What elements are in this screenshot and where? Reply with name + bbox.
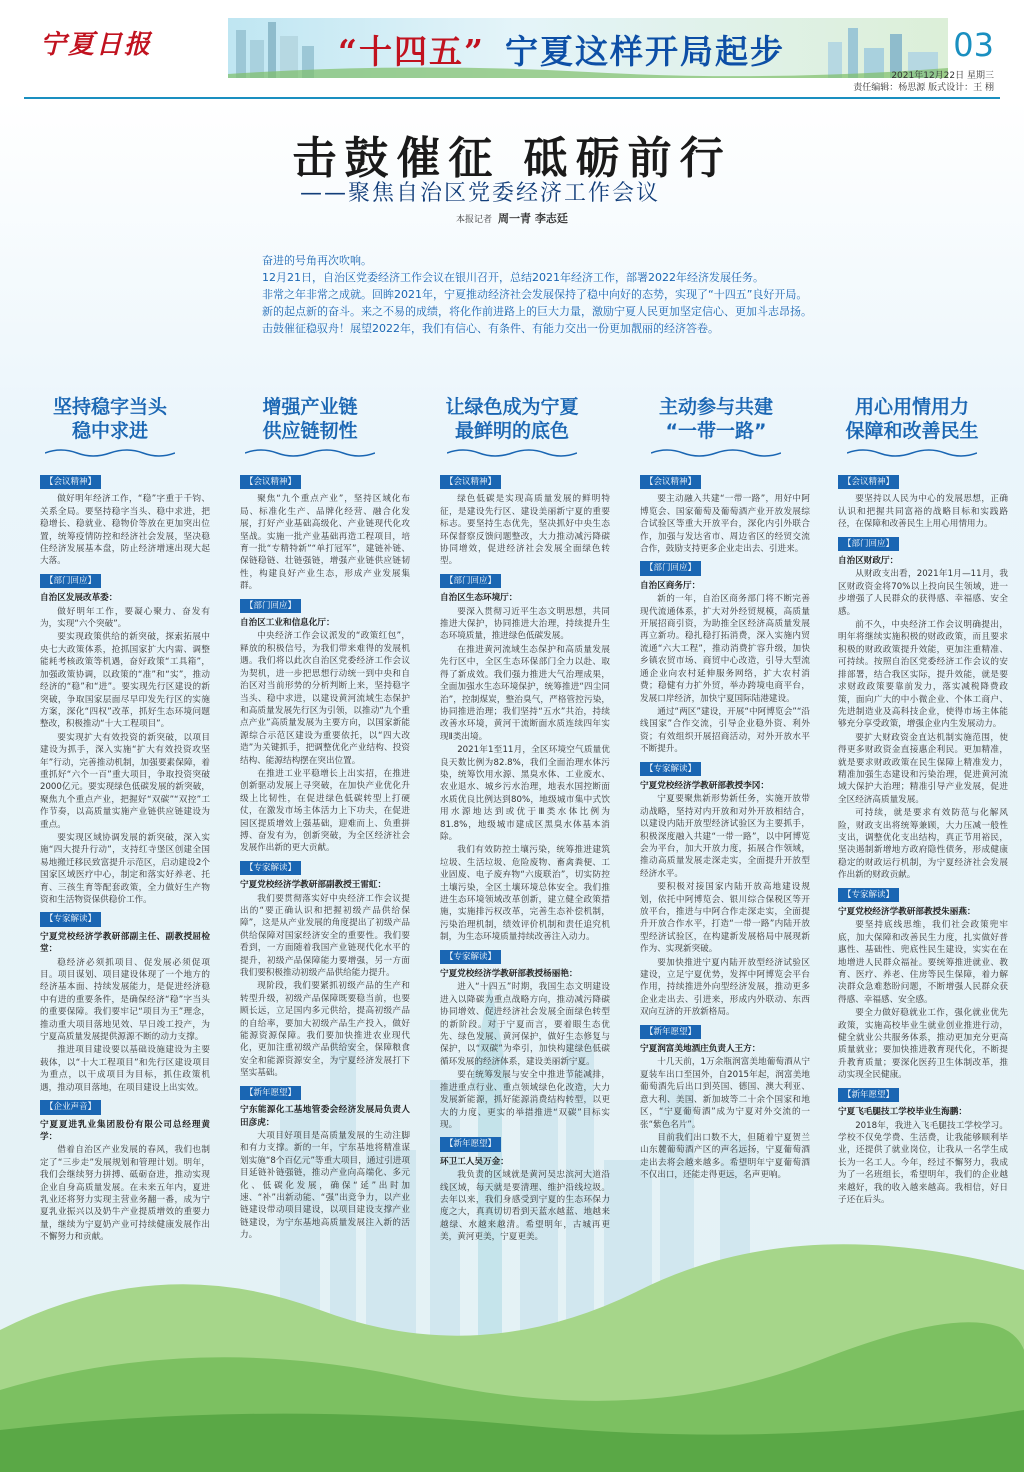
- column-heading-livelihood: [822, 395, 1002, 459]
- intro-box: [250, 248, 814, 341]
- wave-divider-icon: [651, 447, 781, 459]
- body-paragraph: 要主动融入共建“一带一路”，用好中阿博览会、国家葡萄及葡萄酒产业开放发展综合试验区等重大开放平台，深化内引外联合作，加强与发达省市、周边省区的经贸交流合作，鼓励支持更多企业走出去、引进来。: [640, 494, 810, 555]
- body-paragraph: 要全力做好稳就业工作，强化就业优先政策，实施高校毕业生就业创业推进行动，健全就业公共服务体系，推动更加充分更高质量就业；要加快推进教育现代化，不断提升教育质量；要深化医药卫生体制改革，推动实现全民健康。: [838, 1008, 1008, 1081]
- section-tag: 【专家解读】: [240, 861, 301, 875]
- body-paragraph: 从财政支出看，2021年1月—11月，我区财政资金将70%以上投向民生领域，进一步增强了人民群众的获得感、幸福感、安全感。: [838, 569, 1008, 617]
- section-tag: 【部门回应】: [838, 537, 899, 551]
- section-tag: 【专家解读】: [838, 888, 899, 902]
- date-line: 2021年12月22日 星期三: [891, 71, 994, 81]
- wave-divider-icon: [447, 447, 577, 459]
- section-tag: 【专家解读】: [440, 950, 501, 964]
- body-paragraph: 要实现政策供给的新突破，探索拓展中央七大政策体系，抢抓国家扩大内需、调整能耗考核政策等机遇，奋好政策“工具箱”，加强政策协调，以政策的“准”和“实”，推动经济的“稳”和“进”。要实现先行区建设的新突破，争取国家层面尽早印发先行区的实施方案，深化“四权”改革，抓好生态环境问题整改，积极推动“十大工程项目”。: [40, 632, 210, 730]
- heading-line: 保障和改善民生: [845, 420, 979, 442]
- issue-date: [853, 70, 994, 94]
- page-number: 03: [953, 26, 994, 64]
- section-tag: 【会议精神】: [440, 475, 501, 489]
- speaker-name: 宁夏党校经济学教研部副教授王雷虹：: [240, 880, 387, 891]
- heading-line: 用心用情用力: [854, 396, 969, 418]
- banner-headline-part-a: “十四五”: [338, 32, 485, 71]
- body-paragraph: 进入“十四五”时期，我国生态文明建设进入以降碳为重点战略方向，推动减污降碳协同增效、促进经济社会发展全面绿色转型的新阶段。对于宁夏而言，要着眼生态优先、绿色发展、黄河保护，做好生态修复与保护，以“双碳”为牵引，加快构建绿色低碳循环发展的经济体系，建设美丽新宁夏。: [440, 982, 610, 1067]
- body-paragraph: 通过“两区”建设，开展“中阿博览会”“沿线国家”合作交流，引导企业稳外资、利外资；有效组织开展招商活动，对外开放水平不断提升。: [640, 706, 810, 755]
- body-paragraph: 2018年，我进入飞毛腿技工学校学习。学校不仅免学费、生活费，让我能够顺利毕业，还提供了就业岗位，让我从一名学生成长为一名工人。今年，经过不懈努力，我成为了一名班组长，希望明年，我们的企业越来越好，我的收入越来越高。我相信，好日子还在后头。: [838, 1120, 1008, 1205]
- section-tag: 【部门回应】: [440, 574, 501, 588]
- speaker-name: 自治区生态环境厅：: [440, 593, 518, 604]
- speaker-name: 自治区财政厅：: [838, 556, 899, 567]
- body-paragraph: 在推进黄河流域生态保护和高质量发展先行区中，全区生态环保部门全力以赴、取得了新成效。我们强力推进大气治理成果，全面加强水生态环境保护，统筹推进“四尘同治”，控制煤炭，整治臭气，严格管控污染，协同推进治理；我们坚持“五水”共治，持续改善水环境，黄河干流断面水质连续四年实现Ⅱ类出境。: [440, 644, 610, 742]
- speaker-name: 宁夏党校经济学教研部副主任、副教授屈检堂：: [40, 931, 210, 955]
- body-paragraph: 要深入贯彻习近平生态文明思想，共同推进大保护，协同推进大治理，持续提升生态环境质量，推进绿色低碳发展。: [440, 606, 610, 642]
- article-subtitle: ——聚焦自治区党委经济工作会议: [300, 181, 661, 206]
- masthead-rule: [24, 97, 1000, 99]
- body-paragraph: 可持续，就是要求有效防范与化解风险，财政支出将统筹兼顾，大力压减一般性支出，调整优化支出结构，真正节用裕民，坚决遏制新增地方政府隐性债务，形成健康稳定的财政运行机制，为宁夏经济社会发展作出新的财政贡献。: [838, 808, 1008, 881]
- body-paragraph: 聚焦“九个重点产业”，坚持区域化布局、标准化生产、品牌化经营、融合化发展，打好产业基础高级化、产业链现代化攻坚战。实施一批产业基础再造工程项目，培育一批“专精特新”“单打冠军”，建链补链、保链稳链、壮链强链，增强产业链供应链韧性，构建良好产业生态，形成产业发展集群。: [240, 494, 410, 592]
- body-paragraph: 前不久，中央经济工作会议明确提出，明年将继续实施积极的财政政策，而且要求积极的财政政策提升效能，更加注重精准、可持续。按照自治区党委经济工作会议的安排部署，结合我区实际，提升效能，就是要求财政政策要靠前发力，落实减税降费政策，面向广大的中小微企业、个体工商户、先进制造业及高科技企业，使得市场主体能够充分享受政策，增强企业内生发展动力。: [838, 620, 1008, 730]
- section-tag: 【企业声音】: [40, 1100, 101, 1114]
- section-tag: 【新年愿望】: [640, 1025, 701, 1039]
- heading-line: “一带一路”: [665, 420, 767, 442]
- body-paragraph: 要积极对接国家内陆开放高地建设规划，依托中阿博览会、银川综合保税区等开放平台，推进与中阿合作走深走实，全面提升开放合作水平，打造“一带一路”内陆开放型经济试验区，在构建新发展格局中展现新作为、实现新突破。: [640, 882, 810, 955]
- intro-paragraph: 非常之年非常之成就。回眸2021年，宁夏推动经济社会发展保持了稳中向好的态势，实现了“十四五”良好开局。: [262, 288, 808, 301]
- column-body: [40, 470, 210, 1245]
- section-tag: 【会议精神】: [240, 475, 301, 489]
- intro-paragraph: 12月21日，自治区党委经济工作会议在银川召开，总结2021年经济工作，部署2022年经济发展任务。: [262, 271, 764, 284]
- byline-label: 本报记者: [456, 215, 493, 225]
- wave-divider-icon: [847, 447, 977, 459]
- speaker-name: 宁夏飞毛腿技工学校毕业生海鹏：: [838, 1107, 967, 1118]
- body-paragraph: 目前我们出口数不大，但随着宁夏贺兰山东麓葡萄酒产区的声名远扬，宁夏葡萄酒走出去将会越来越多。希望明年宁夏葡萄酒不仅出口，还能走得更远，名声更响。: [640, 1132, 810, 1181]
- masthead: [0, 0, 1024, 100]
- speaker-name: 宁东能源化工基地管委会经济发展局负责人田彦虎：: [240, 1105, 410, 1128]
- body-paragraph: 中央经济工作会议派发的“政策红包”，释放的积极信号，为我们带来难得的发展机遇。我们将以此次自治区党委经济工作会议为契机，进一步把思想行动统一到中央和自治区对当前形势的分析判断上来，坚持稳字当头、稳中求进，以建设黄河流域生态保护和高质量发展先行区为引领，以推动“九个重点产业”高质量发展为主要方向，以国家新能源综合示范区建设为重要依托，以“四大改造”为关键抓手，把调整优化产业结构、投资结构、能源结构摆在突出位置。: [240, 631, 410, 766]
- body-paragraph: 大项目好项目是高质量发展的生动注脚和有力支撑。新的一年，宁东基地将精准谋划实施“8个百亿元”等重大项目，通过引进项目延链补链强链，推动产业向高端化、多元化、低碳化发展，确保“延”出时加速、“补”出新动能、“强”出竞争力，以产业链建设带动项目建设，以项目建设支撑产业链建设，为宁东基地高质量发展注入新的活力。: [240, 1130, 410, 1241]
- section-tag: 【新年愿望】: [440, 1137, 501, 1151]
- column-heading-belt-road: [626, 395, 806, 459]
- body-paragraph: 新的一年，自治区商务部门将不断完善现代流通体系，扩大对外经贸规模，高质量开展招商引资，为助推全区经济高质量发展再立新功。稳扎稳打拓消费，深入实施内贸流通“六大工程”，推动消费扩容升级，加快乡镇农贸市场、商贸中心改造，引导大型流通企业向农村延伸服务网络，扩大农村消费；稳健有力扩外贸，举办跨境电商平台，发展口岸经济，加快宁夏国际陆港建设。: [640, 594, 810, 704]
- body-paragraph: 宁夏要聚焦新形势新任务，实施开放带动战略，坚持对内开放和对外开放相结合，以建设内陆开放型经济试验区为主要抓手，积极深度融入共建“一带一路”，以中阿博览会为平台，加大开放力度，拓展合作领域，推动高质量发展走深走实，全面提升开放型经济水平。: [640, 794, 810, 879]
- section-tag: 【专家解读】: [40, 912, 101, 926]
- speaker-name: 自治区工业和信息化厅：: [240, 618, 335, 629]
- body-paragraph: 我负责的区域就是黄河吴忠滨河大道沿线区域，每天就是要清理、维护沿线垃圾。去年以来，我们身感受到宁夏的生态环保力度之大，真真切切看到天蓝水越蓝、地越来越绿、水越来越清。希望明年，古城再更美，黄河更美，宁夏更美。: [440, 1170, 610, 1243]
- heading-line: 让绿色成为宁夏: [445, 396, 579, 418]
- heading-line: 主动参与共建: [658, 396, 773, 418]
- body-paragraph: 借着自治区产业发展的春风，我们也制定了“三步走”发展规划和管理计划。明年，我们会继续努力拼搏、砥砺奋进，推动实现企业自身高质量发展。在未来五年内，夏进乳业还将努力实现主营业务翻一番，成为宁夏乳业振兴以及奶牛产业提质增效的重要力量，继续为宁夏奶产业可持续健康发展作出不懈努力和贡献。: [40, 1145, 210, 1243]
- article-title: 击鼓催征 砥砺前行: [292, 133, 732, 184]
- section-tag: 【会议精神】: [640, 475, 701, 489]
- column-heading-industry-chain: [220, 395, 400, 459]
- banner-headline: [338, 26, 785, 73]
- body-paragraph: 绿色低碳是实现高质量发展的鲜明特征，是建设先行区、建设美丽新宁夏的重要标志。要坚持生态优先，坚决抓好中央生态环保督察反馈问题整改，大力推动减污降碳协同增效，促进经济社会发展全面绿色转型。: [440, 494, 610, 567]
- body-paragraph: 做好明年工作，要凝心聚力、奋发有为，实现“六个突破”。: [40, 606, 210, 630]
- intro-paragraph: 新的起点新的奋斗。来之不易的成绩，将化作前进路上的巨大力量，激励宁夏人民更加坚定信心、更加斗志昂扬。: [262, 305, 812, 318]
- speaker-name: 宁夏党校经济学教研部教授李冈：: [640, 780, 769, 791]
- column-heading-stability: [20, 395, 200, 459]
- body-paragraph: 我们有效防控土壤污染，统筹推进建筑垃圾、生活垃圾、危险废物、畜禽粪便、工业固废、电子废弃物“六废联治”，切实防控土壤污染，全区土壤环境总体安全。我们推进生态环境领域改革创新，建立健全政策措施，实施排污权改革，完善生态补偿机制，污染治理机制，绩效评价机制和责任追究机制，为生态环境质量持续改善注入动力。: [440, 845, 610, 943]
- section-tag: 【新年愿望】: [838, 1088, 899, 1102]
- wave-divider-icon: [245, 447, 375, 459]
- intro-paragraph: 奋进的号角再次吹响。: [262, 254, 372, 267]
- speaker-name: 宁夏润富美地酒庄负责人王方：: [640, 1044, 761, 1055]
- section-tag: 【专家解读】: [640, 762, 701, 776]
- newspaper-logo: 宁夏日报: [40, 30, 153, 60]
- speaker-name: 宁夏党校经济学教研部教授杨丽艳：: [440, 969, 578, 980]
- byline-names: 周一青 李志廷: [498, 212, 568, 225]
- body-paragraph: 做好明年经济工作，“稳”字重于千钧、关系全局。要坚持稳字当头、稳中求进，把稳增长、稳就业、稳物价等放在更加突出位置，统筹疫情防控和经济社会发展，坚决稳住经济发展基本盘，防止经济增速出现大起大落。: [40, 494, 210, 567]
- column-body: [838, 470, 1008, 1207]
- speaker-name: 环卫工人吴万金：: [440, 1156, 509, 1167]
- heading-line: 增强产业链: [262, 396, 358, 418]
- speaker-name: 宁夏党校经济学教研部教授朱丽燕：: [838, 907, 976, 917]
- body-paragraph: 稳经济必须抓项目、促发展必须促项目。项目谋划、项目建设体现了一个地方的经济基本面、持续发展能力，是促进经济稳中有进的重要条件，是确保经济“稳”字当头的重要保障。我们要牢记“项目为王”理念，推动重大项目落地见效、早日竣工投产，为宁夏高质量发展提供源源不断的动力支撑。: [40, 957, 210, 1043]
- section-tag: 【部门回应】: [40, 574, 101, 588]
- column-body: [440, 470, 610, 1245]
- column-heading-green: [422, 395, 602, 459]
- body-paragraph: 要坚持底线思维，我们社会政策兜牢底，加大保障和改善民生力度，扎实做好普惠性、基础性、兜底性民生建设，实实在在地增进人民群众福祉。要统筹推进就业、教育、医疗、养老、住房等民生保障，着力解决群众急难愁盼问题，不断增强人民群众获得感、幸福感、安全感。: [838, 920, 1008, 1005]
- speaker-name: 自治区商务厅：: [640, 580, 701, 591]
- body-paragraph: 我们要贯彻落实好中央经济工作会议提出的“要正确认识和把握初级产品供给保障”，这是从产业发展的角度提出了初级产品供给保障对国家经济安全的重要性。我们要看到，一方面随着我国产业链现代化水平的提升，初级产品保障能力要增强，另一方面我们要积极推动初级产品供给能力提升。: [240, 893, 410, 979]
- section-tag: 【部门回应】: [240, 599, 301, 613]
- byline: [456, 210, 568, 226]
- body-paragraph: 要坚持以人民为中心的发展思想，正确认识和把握共同富裕的战略目标和实践路径，在保障和改善民生上用心用情用力。: [838, 494, 1008, 530]
- intro-paragraph: 击鼓催征稳驭舟！展望2022年，我们有信心、有条件、有能力交出一份更加靓丽的经济答卷。: [262, 322, 719, 335]
- speaker-name: 宁夏夏进乳业集团股份有限公司总经理黄学：: [40, 1119, 210, 1142]
- body-paragraph: 推进项目建设要以基础设施建设为主要载体，以“十大工程项目”和先行区建设项目为重点，以干成项目为目标，抓住政策机遇，推动项目落地，在项目建设上出实效。: [40, 1045, 210, 1093]
- section-tag: 【部门回应】: [640, 561, 701, 575]
- speaker-name: 自治区发展改革委：: [40, 593, 118, 604]
- body-paragraph: 在推进工业平稳增长上出实招，在推进创新驱动发展上寻突破，在加快产业优化升级上比韧性，在促进绿色低碳转型上打硬仗，在激发市场主体活力上下功夫，在促进园区提质增效上强基础，迎难而上、负重拼搏、奋发有为，创新突破，为全区经济社会发展作出新的更大贡献。: [240, 768, 410, 854]
- body-paragraph: 要实现扩大有效投资的新突破，以项目建设为抓手，深入实施“扩大有效投资攻坚年”行动，完善推动机制，加强要素保障，着重抓好“六个一百”重大项目，争取投资突破2000亿元。要实现绿色低碳发展的新突破，聚焦九个重点产业，把握好“双碳”“双控”工作节奏，以高质量实施产业链供应链建设为重点。: [40, 732, 210, 830]
- column-body: [240, 470, 410, 1243]
- wave-divider-icon: [45, 447, 175, 459]
- body-paragraph: 现阶段，我们要紧抓初级产品的生产和转型升级，初级产品保障既要稳当前，也要顾长远，立足国内多元供给，提高初级产品的自给率，要加大初级产品生产投入，做好能源资源保障。我们要加快推进农业现代化，更加注重初级产品供给安全，保障粮食安全和能源资源安全，为宁夏经济发展打下坚实基础。: [240, 981, 410, 1079]
- body-paragraph: 十几天前，1万余瓶润富美地葡萄酒从宁夏装车出口至国外，自2015年起，润富美地葡萄酒先后出口到英国、德国、澳大利亚、意大利、美国、新加坡等二十余个国家和地区，“宁夏葡萄酒”成为宁夏对外交流的一张“紫色名片”。: [640, 1057, 810, 1130]
- heading-line: 最鲜明的底色: [454, 420, 569, 442]
- heading-line: 坚持稳字当头: [52, 396, 167, 418]
- section-tag: 【会议精神】: [838, 475, 899, 489]
- section-tag: 【会议精神】: [40, 475, 101, 489]
- section-banner: [228, 18, 948, 78]
- section-tag: 【新年愿望】: [240, 1086, 301, 1100]
- body-paragraph: 要在统筹发展与安全中推进节能减排，推进重点行业、重点领域绿色化改造，大力发展新能源，抓好能源消费结构转型，以更大的力度、更实的举措推进“双碳”目标实现。: [440, 1070, 610, 1130]
- editor-line: 责任编辑：杨思源 版式设计：王 栩: [853, 83, 994, 93]
- heading-line: 供应链韧性: [262, 420, 358, 442]
- heading-line: 稳中求进: [71, 420, 148, 442]
- banner-headline-part-b: 宁夏这样开局起步: [504, 32, 785, 71]
- body-paragraph: 2021年1至11月，全区环境空气质量优良天数比例为82.8%，我们全面治理水体污染，统筹饮用水源、黑臭水体、工业废水、农业退水、城乡污水治理，地表水国控断面水质优良比例达到80%，地级城市集中式饮用水源地达到或优于Ⅲ类水体比例为81.8%，地级城市建成区黑臭水体基本消除。: [440, 745, 610, 842]
- body-paragraph: 要实现区域协调发展的新突破，深入实施“四大提升行动”，支持红寺堡区创建全国易地搬迁移民致富提升示范区，启动建设2个国家区域医疗中心，制定和落实好养老、托育、三孩生育等配套政策，全力做好生产物资和生活物资保供稳价工作。: [40, 832, 210, 905]
- body-paragraph: 要扩大财政资金直达机制实施范围，使得更多财政资金直接惠企利民。更加精准，就是要求财政政策在民生保障上精准发力，精准加强生态建设和污染治理，促进黄河流域大保护大治理；精准引导产业发展，促进全区经济高质量发展。: [838, 732, 1008, 805]
- body-paragraph: 要加快推进宁夏内陆开放型经济试验区建设，立足宁夏优势，发挥中阿博览会平台作用，持续推进外向型经济发展，推动更多企业走出去、引进来，形成内外联动、东西双向互济的开放新格局。: [640, 957, 810, 1018]
- column-body: [640, 470, 810, 1183]
